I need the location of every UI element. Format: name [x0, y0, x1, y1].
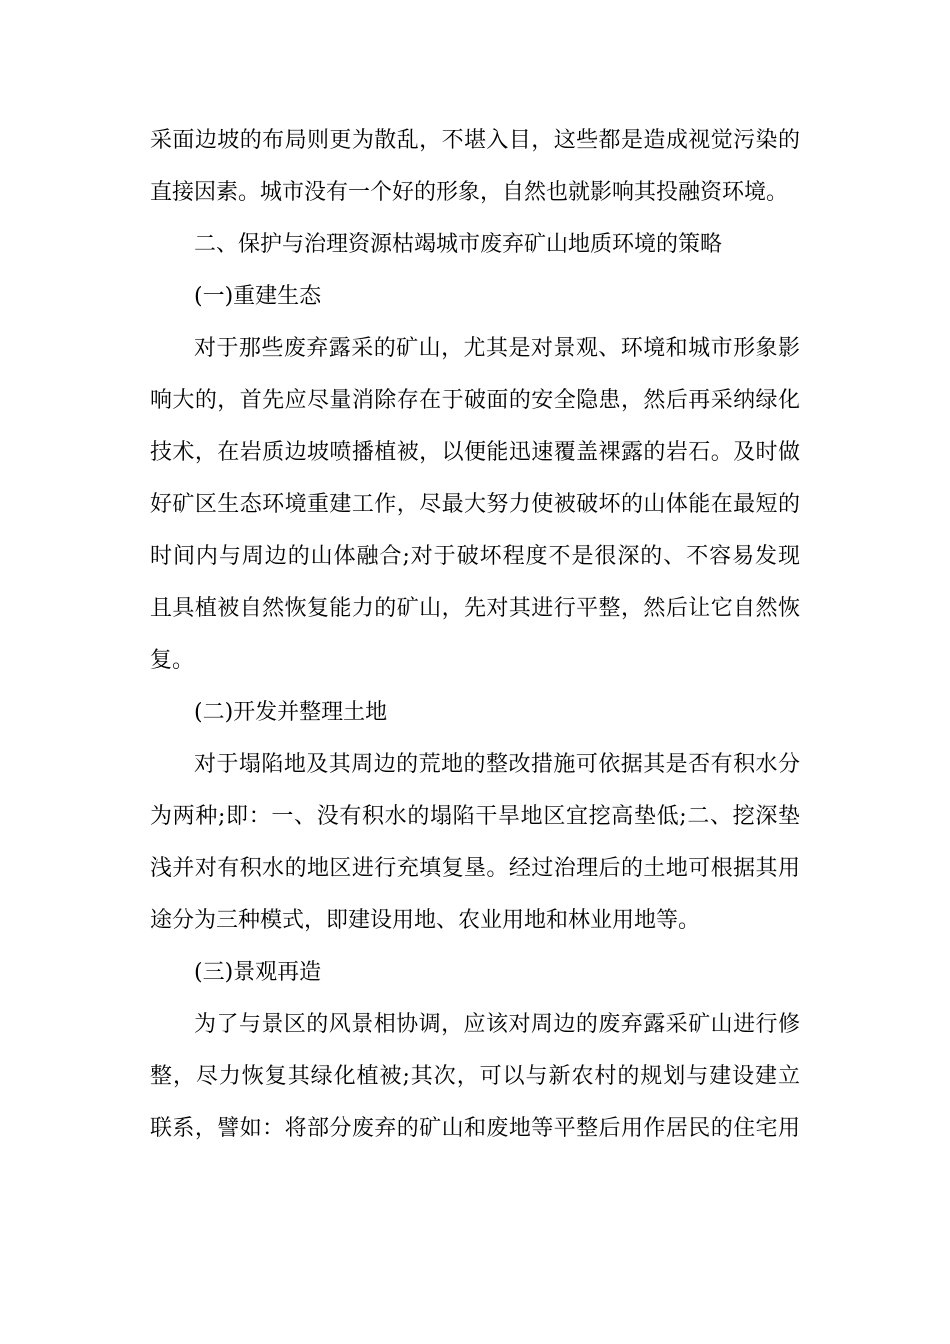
subheading	[150, 947, 800, 999]
text-line: 直接因素。城市没有一个好的形象，自然也就影响其投融资环境。	[150, 180, 789, 205]
text-line: 为了与景区的风景相协调，应该对周边的废弃露采矿山进行修	[194, 1012, 800, 1037]
text-line: 好矿区生态环境重建工作，尽最大努力使被破坏的山体能在最短的	[150, 492, 800, 517]
text-line: 联系，譬如：将部分废弃的矿山和废地等平整后用作居民的住宅用	[150, 1116, 800, 1141]
text-line: 响大的，首先应尽量消除存在于破面的安全隐患，然后再采纳绿化	[150, 388, 800, 413]
paragraph-body	[150, 999, 800, 1155]
text-line: 对于塌陷地及其周边的荒地的整改措施可依据其是否有积水分	[194, 752, 800, 777]
text-line: 浅并对有积水的地区进行充填复垦。经过治理后的土地可根据其用	[150, 856, 800, 881]
text-line: 途分为三种模式，即建设用地、农业用地和林业用地等。	[150, 908, 701, 933]
document-body	[150, 115, 800, 1155]
text-line: 为两种;即：一、没有积水的塌陷干旱地区宜挖高垫低;二、挖深垫	[150, 804, 800, 829]
text-line: 复。	[150, 648, 195, 673]
subheading	[150, 271, 800, 323]
text-line: 时间内与周边的山体融合;对于破坏程度不是很深的、不容易发现	[150, 544, 800, 569]
paragraph-body	[150, 323, 800, 687]
text-line: 对于那些废弃露采的矿山，尤其是对景观、环境和城市形象影	[194, 336, 800, 361]
paragraph-body	[150, 115, 800, 219]
text-line: (一)重建生态	[194, 284, 322, 309]
text-line: 整，尽力恢复其绿化植被;其次，可以与新农村的规划与建设建立	[150, 1064, 800, 1089]
text-line: (二)开发并整理土地	[194, 700, 388, 725]
subheading	[150, 687, 800, 739]
text-line: 且具植被自然恢复能力的矿山，先对其进行平整，然后让它自然恢	[150, 596, 800, 621]
section-heading	[150, 219, 800, 271]
text-line: 技术，在岩质边坡喷播植被，以便能迅速覆盖裸露的岩石。及时做	[150, 440, 800, 465]
text-line: (三)景观再造	[194, 960, 322, 985]
text-line: 采面边坡的布局则更为散乱，不堪入目，这些都是造成视觉污染的	[150, 128, 800, 153]
text-line: 二、保护与治理资源枯竭城市废弃矿山地质环境的策略	[194, 232, 723, 257]
paragraph-body	[150, 739, 800, 947]
